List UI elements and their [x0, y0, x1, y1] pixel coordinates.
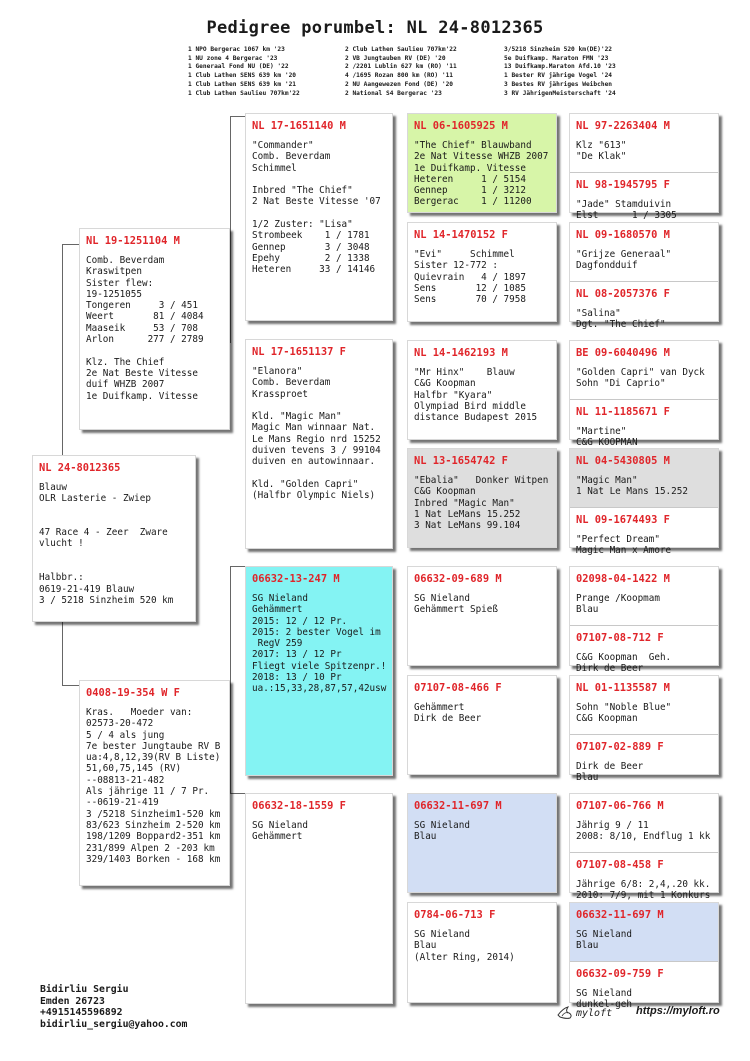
text-line: SG Nieland — [576, 929, 632, 940]
gen4-details-10 — [576, 652, 712, 675]
text-line: Comb. Beverdam — [86, 255, 165, 266]
gen3-details-7 — [414, 820, 550, 843]
text-line: C&G Koopman — [576, 713, 638, 725]
gen4-details-1 — [576, 140, 712, 163]
text-line: "Elanora" — [252, 366, 303, 377]
connector-dam-gen2 — [230, 566, 246, 679]
gen3-ring-3: NL 14-1462193 M — [414, 347, 508, 359]
gen3-details-2 — [414, 249, 550, 305]
gen4-ring-6: NL 11-1185671 F — [576, 406, 670, 418]
dam-ring: 0408-19-354 W F — [86, 687, 180, 699]
text-line — [39, 550, 189, 561]
text-line: (Alter Ring, 2014) — [414, 951, 515, 963]
gen4-pair-7 — [569, 793, 719, 902]
dam-card[interactable] — [79, 680, 230, 886]
text-line — [39, 561, 189, 572]
gen4-details-6 — [576, 426, 712, 449]
text-line: 1/2 Zuster: "Lisa" — [252, 219, 353, 231]
text-line: Dirk de Beer — [576, 663, 644, 675]
text-line: 1 Bester RV jährige Vogel '24 — [504, 72, 613, 80]
gen4-ring-9: 02098-04-1422 M — [576, 573, 670, 585]
gen4-details-4 — [576, 308, 712, 331]
text-line: SG Nieland — [576, 988, 632, 999]
text-line: Comb. Beverdam — [252, 151, 331, 163]
gen3-card-6[interactable] — [407, 675, 557, 775]
gen4-details-3 — [576, 249, 712, 272]
gen2-ring-4: 06632-18-1559 F — [252, 800, 346, 812]
subject-ring: NL 24-8012365 — [39, 462, 121, 474]
text-line: 2 VB Jungtauben RV (DE) '20 — [345, 54, 446, 62]
text-line: Klz. The Chief — [86, 356, 165, 368]
sire-card[interactable] — [79, 228, 230, 430]
text-line — [86, 345, 223, 356]
text-line: Schimmel — [252, 162, 297, 174]
site-link[interactable]: https://myloft.ro — [636, 1005, 720, 1017]
gen4-ring-2: NL 98-1945795 F — [576, 179, 670, 191]
text-line: Sister flew: — [86, 277, 154, 289]
text-line: Dirk de Beer — [576, 761, 644, 772]
text-line: 2 NU Aangewezen Fond (DE) '20 — [345, 80, 454, 88]
text-line: 1 NU zone 4 Bergerac '23 — [188, 54, 278, 62]
gen2-ring-3: 06632-13-247 M — [252, 573, 340, 585]
gen3-details-8 — [414, 929, 550, 963]
text-line: Prange /Koopmam — [576, 593, 660, 604]
text-line: OLR Lasterie - Zwiep — [39, 493, 151, 505]
gen4-ring-1: NL 97-2263404 M — [576, 120, 670, 132]
gen4-pair-6 — [569, 675, 719, 784]
text-line: Sens 12 / 1085 — [414, 282, 526, 294]
results-column-3 — [504, 46, 616, 98]
gen3-details-6 — [414, 702, 550, 725]
pigeon-icon — [557, 1006, 573, 1020]
text-line: Halbbr.: — [39, 572, 84, 584]
gen4-card-15[interactable] — [570, 903, 718, 961]
text-line: 3 Nat LeMans 99.104 — [414, 520, 521, 532]
text-line: 5e Duifkamp. Maraton FMN '23 — [504, 54, 609, 62]
connector-subject-sire — [62, 244, 80, 458]
text-line: Kld. "Golden Capri" — [252, 478, 359, 490]
gen4-card-6[interactable] — [570, 399, 718, 453]
text-line: "Grijze Generaal" — [576, 249, 672, 260]
gen4-details-13 — [576, 820, 712, 843]
gen4-card-7[interactable] — [570, 449, 718, 507]
gen3-card-2[interactable] — [407, 222, 557, 322]
text-line: 2e Nat Vitesse WHZB 2007 — [414, 151, 549, 163]
gen3-details-1 — [414, 140, 550, 208]
text-line: Gehämmert — [414, 702, 465, 713]
text-line: 0619-21-419 Blauw — [39, 583, 135, 595]
gen4-card-1[interactable] — [570, 114, 718, 172]
text-line: ua.:15,33,28,87,57,42usw — [252, 683, 387, 695]
gen3-card-5[interactable] — [407, 566, 557, 666]
text-line: Kraswitpen — [86, 266, 142, 278]
text-line — [252, 400, 386, 411]
text-line: Kld. "Magic Man" — [252, 411, 342, 423]
text-line: 2015: 2 bester Vogel im — [252, 626, 381, 638]
text-line: C&G Koopman Geh. — [576, 652, 672, 663]
text-line: Sens 70 / 7958 — [414, 294, 526, 306]
text-line: 2 Nat Beste Vitesse '07 — [252, 196, 381, 208]
text-line: --0619-21-419 — [86, 797, 159, 809]
text-line: Le Mans Regio nrd 15252 — [252, 433, 381, 445]
gen4-ring-3: NL 09-1680570 M — [576, 229, 670, 241]
gen2-card-3[interactable] — [245, 566, 393, 776]
gen3-card-8[interactable] — [407, 902, 557, 1003]
text-line: SG Nieland — [252, 820, 308, 831]
gen3-ring-1: NL 06-1605925 M — [414, 120, 508, 132]
text-line: Blau — [576, 772, 599, 784]
gen4-ring-10: 07107-08-712 F — [576, 632, 664, 644]
text-line: "De Klak" — [576, 151, 627, 163]
text-line: "Salina" — [576, 308, 621, 319]
text-line — [252, 174, 386, 185]
myloft-logo — [557, 1006, 612, 1020]
sire-details — [86, 255, 223, 402]
text-line: "Perfect Dream" — [576, 534, 660, 545]
text-line: 83/623 Sinzheim 2-520 km — [86, 819, 221, 831]
text-line: 3 Bestes RV jähriges Weibchen — [504, 80, 613, 88]
gen4-ring-7: NL 04-5430805 M — [576, 455, 670, 467]
text-line: Blau — [414, 831, 437, 843]
text-line: --08813-21-482 — [86, 774, 165, 786]
gen4-details-12 — [576, 761, 712, 784]
page-title: Pedigree porumbel: NL 24-8012365 — [206, 18, 544, 38]
text-line: Als jährige 11 / 7 Pr. — [86, 786, 210, 798]
text-line: Maaseik 53 / 708 — [86, 322, 198, 334]
gen2-card-1[interactable] — [245, 113, 393, 321]
gen3-ring-6: 07107-08-466 F — [414, 682, 502, 694]
text-line: 2015: 12 / 12 Pr. — [252, 615, 348, 627]
text-line: Elst 1 / 3305 — [576, 210, 677, 222]
text-line: 2 National S4 Bergerac '23 — [345, 89, 442, 97]
text-line: 4 /1695 Rozan 800 km (RO) '11 — [345, 72, 454, 80]
logo-text: myloft — [576, 1007, 613, 1019]
text-line: 19-1251055 — [86, 288, 142, 300]
breeder-name: Bidirliu Sergiu — [40, 984, 129, 995]
text-line: 1 NPO Bergerac 1067 km '23 — [188, 46, 285, 53]
text-line: Dgt. "The Chief" — [576, 319, 666, 331]
text-line: SG Nieland — [252, 593, 308, 604]
text-line: 329/1403 Borken - 168 km — [86, 853, 221, 865]
text-line: Epehy 2 / 1338 — [252, 252, 370, 264]
text-line: 02573-20-472 — [86, 718, 154, 730]
subject-details — [39, 482, 189, 606]
gen4-ring-15: 06632-11-697 M — [576, 909, 664, 921]
gen4-pair-2 — [569, 222, 719, 331]
gen4-details-9 — [576, 593, 712, 616]
gen4-ring-8: NL 09-1674493 F — [576, 514, 670, 526]
text-line: Halfbr "Kyara" — [414, 389, 493, 401]
gen4-pair-4 — [569, 448, 719, 557]
gen4-details-2 — [576, 199, 712, 222]
text-line: "The Chief" Blauwband — [414, 140, 532, 151]
text-line: 1 Nat Le Mans 15.252 — [576, 486, 688, 498]
text-line: 3 RV JährigenMeisterschaft '24 — [504, 89, 616, 97]
text-line: Magic Man x Amore — [576, 545, 672, 557]
breeder-contact — [40, 984, 187, 1031]
text-line: Sohn "Di Caprio" — [576, 378, 666, 390]
gen4-ring-13: 07107-06-766 M — [576, 800, 664, 812]
text-line: C&G KOOPMAN — [576, 437, 638, 449]
sire-ring: NL 19-1251104 M — [86, 235, 180, 247]
text-line: "Mr Hinx" Blauw — [414, 367, 515, 378]
text-line: "Jade" Stamduivin — [576, 199, 672, 210]
text-line: 2017: 13 / 12 Pr — [252, 649, 342, 661]
text-line: Sister 12-772 : — [414, 260, 498, 272]
text-line: 2e Nat Beste Vitesse — [86, 367, 198, 379]
text-line: 1e Duifkamp. Vitesse — [86, 390, 198, 402]
text-line: 3/5218 Sinzheim 520 km(DE)'22 — [504, 46, 613, 53]
text-line: RegV 259 — [252, 638, 303, 650]
gen4-card-13[interactable] — [570, 794, 718, 852]
text-line: vlucht ! — [39, 538, 84, 550]
gen4-details-15 — [576, 929, 712, 952]
gen3-details-4 — [414, 475, 550, 531]
text-line: Gennep 1 / 3212 — [414, 185, 526, 197]
text-line: Gehämmert Spieß — [414, 604, 498, 616]
text-line: 47 Race 4 - Zeer Zware — [39, 527, 168, 539]
text-line: Inbred "Magic Man" — [414, 497, 515, 509]
gen4-pair-8 — [569, 902, 719, 1011]
gen3-ring-5: 06632-09-689 M — [414, 573, 502, 585]
gen4-ring-5: BE 09-6040496 M — [576, 347, 670, 359]
gen3-ring-4: NL 13-1654742 F — [414, 455, 508, 467]
gen4-ring-4: NL 08-2057376 F — [576, 288, 670, 300]
text-line: "Commander" — [252, 140, 314, 151]
text-line: Sohn "Noble Blue" — [576, 702, 672, 713]
gen4-ring-12: 07107-02-889 F — [576, 741, 664, 753]
text-line: 2010: 7/9, mit 1 Konkurs — [576, 890, 711, 902]
text-line: 13 Duifkamp.Maraton Afd.10 '23 — [504, 63, 616, 71]
text-line: Weert 81 / 4084 — [86, 311, 204, 323]
text-line: 2018: 13 / 10 Pr — [252, 672, 342, 684]
text-line: 1 Nat LeMans 15.252 — [414, 508, 521, 520]
gen2-card-2[interactable] — [245, 339, 393, 549]
text-line: 7e bester Jungtaube RV B — [86, 740, 221, 752]
breeder-phone: +4915145596892 — [40, 1007, 123, 1019]
text-line: Comb. Beverdam — [252, 377, 331, 389]
text-line — [39, 516, 189, 527]
gen3-ring-8: 0784-06-713 F — [414, 909, 496, 921]
text-line: "Golden Capri" van Dyck — [576, 367, 705, 378]
text-line: Gehämmert — [252, 604, 303, 616]
gen4-details-11 — [576, 702, 712, 725]
text-line: 3 /5218 Sinzheim1-520 km — [86, 808, 221, 820]
gen3-details-3 — [414, 367, 550, 423]
text-line: Heteren 1 / 5154 — [414, 173, 526, 185]
text-line: Klz "613" — [576, 140, 627, 151]
gen4-pair-1 — [569, 113, 719, 222]
text-line: Blau — [576, 940, 599, 952]
text-line: Gennep 3 / 3048 — [252, 241, 370, 253]
text-line: 2 /2201 Lublin 627 km (RO) '11 — [345, 63, 457, 71]
text-line: 1 Club Lathen Saulieu 707km'22 — [188, 89, 300, 97]
text-line: 2008: 8/10, Endflug 1 kk — [576, 831, 711, 843]
gen2-details-1 — [252, 140, 386, 276]
text-line: Bergerac 1 / 11200 — [414, 196, 532, 208]
text-line: distance Budapest 2015 — [414, 412, 538, 424]
text-line: 2 Club Lathen Saulieu 707km'22 — [345, 46, 457, 53]
text-line: Dirk de Beer — [414, 713, 482, 725]
gen4-card-3[interactable] — [570, 223, 718, 281]
connector-dam-gen2b — [230, 678, 246, 794]
results-column-1 — [188, 46, 300, 98]
text-line: "Evi" Schimmel — [414, 249, 515, 260]
gen3-details-5 — [414, 593, 550, 616]
gen2-ring-2: NL 17-1651137 F — [252, 346, 346, 358]
text-line: Arlon 277 / 2789 — [86, 334, 204, 346]
results-column-2 — [345, 46, 457, 98]
text-line: "Martine" — [576, 426, 627, 437]
gen2-card-4[interactable] — [245, 793, 393, 1004]
text-line: Fliegt viele Spitzenpr.! — [252, 660, 387, 672]
gen3-card-1[interactable] — [407, 113, 557, 213]
text-line: C&G Koopman — [414, 486, 476, 498]
text-line: dunkel-geh — [576, 999, 632, 1011]
text-line: Olympiad Bird middle — [414, 400, 526, 412]
connector-sire-gen2 — [230, 116, 246, 343]
subject-card[interactable] — [32, 455, 196, 622]
connector-subject-dam — [62, 622, 80, 686]
text-line: Tongeren 3 / 451 — [86, 300, 198, 312]
text-line: 231/899 Alpen 2 -203 km — [86, 842, 215, 854]
gen4-details-7 — [576, 475, 712, 498]
text-line: SG Nieland — [414, 929, 470, 940]
text-line: Blauw — [39, 482, 67, 493]
text-line: Blau — [576, 604, 599, 616]
gen2-ring-1: NL 17-1651140 M — [252, 120, 346, 132]
gen3-ring-7: 06632-11-697 M — [414, 800, 502, 812]
text-line: Kras. Moeder van: — [86, 707, 193, 718]
gen4-card-11[interactable] — [570, 676, 718, 734]
text-line: duif WHZB 2007 — [86, 379, 165, 391]
text-line: 1 Club Lathen SENS 639 km '21 — [188, 80, 297, 88]
dam-details — [86, 707, 223, 865]
gen4-card-9[interactable] — [570, 567, 718, 625]
text-line: 1 Generaal Fond NU (DE) '22 — [188, 63, 289, 71]
gen2-details-4 — [252, 820, 386, 843]
text-line — [252, 208, 386, 219]
gen4-ring-11: NL 01-1135587 M — [576, 682, 670, 694]
gen4-pair-3 — [569, 340, 719, 449]
text-line: Inbred "The Chief" — [252, 185, 353, 197]
gen3-card-3[interactable] — [407, 340, 557, 440]
text-line: Jährig 9 / 11 — [576, 820, 649, 831]
text-line: Jährige 6/8: 2,4,.20 kk. — [576, 879, 711, 890]
text-line: 198/1209 Boppard2-351 km — [86, 831, 221, 843]
gen4-card-14[interactable] — [570, 852, 718, 906]
gen4-card-10[interactable] — [570, 625, 718, 679]
gen4-ring-16: 06632-09-759 F — [576, 968, 664, 980]
text-line: Gehämmert — [252, 831, 303, 843]
text-line: 51,60,75,145 (RV) — [86, 763, 182, 775]
text-line: Krassproet — [252, 388, 308, 400]
text-line: "Magic Man" — [576, 475, 638, 486]
text-line: 5 / 4 als jung — [86, 729, 165, 741]
gen4-card-8[interactable] — [570, 507, 718, 561]
text-line — [252, 468, 386, 479]
text-line: (Halfbr Olympic Niels) — [252, 490, 376, 502]
text-line: duiven en autowinnaar. — [252, 456, 376, 468]
text-line: 1 Club Lathen SENS 639 km '20 — [188, 72, 297, 80]
breeder-city: Emden 26723 — [40, 995, 105, 1007]
text-line: Strombeek 1 / 1781 — [252, 230, 370, 242]
gen4-ring-14: 07107-08-458 F — [576, 859, 664, 871]
text-line: Dagfondduif — [576, 260, 638, 272]
text-line: SG Nieland — [414, 593, 470, 604]
gen4-card-12[interactable] — [570, 734, 718, 788]
text-line: Blau — [414, 940, 437, 952]
text-line: C&G Koopman — [414, 378, 476, 390]
gen3-ring-2: NL 14-1470152 F — [414, 229, 508, 241]
gen4-details-5 — [576, 367, 712, 390]
text-line: 1e Duifkamp. Vitesse — [414, 162, 526, 174]
gen4-details-8 — [576, 534, 712, 557]
text-line: SG Nieland — [414, 820, 470, 831]
gen4-pair-5 — [569, 566, 719, 675]
text-line: "Ebalia" Donker Witpen — [414, 475, 549, 486]
text-line: Quievrain 4 / 1897 — [414, 271, 526, 283]
text-line: Heteren 33 / 14146 — [252, 264, 376, 276]
text-line: Magic Man winnaar Nat. — [252, 422, 376, 434]
gen3-card-4[interactable] — [407, 448, 557, 548]
text-line — [39, 505, 189, 516]
gen2-details-3 — [252, 593, 386, 695]
text-line: duiven tevens 3 / 99104 — [252, 445, 381, 457]
gen2-details-2 — [252, 366, 386, 502]
gen4-card-4[interactable] — [570, 281, 718, 335]
gen4-card-2[interactable] — [570, 172, 718, 226]
text-line: ua:4,8,12,39(RV B Liste) — [86, 752, 221, 764]
gen4-card-5[interactable] — [570, 341, 718, 399]
gen3-card-7[interactable] — [407, 793, 557, 893]
text-line: 3 / 5218 Sinzheim 520 km — [39, 594, 174, 606]
breeder-email[interactable]: bidirliu_sergiu@yahoo.com — [40, 1019, 188, 1031]
gen4-details-14 — [576, 879, 712, 902]
